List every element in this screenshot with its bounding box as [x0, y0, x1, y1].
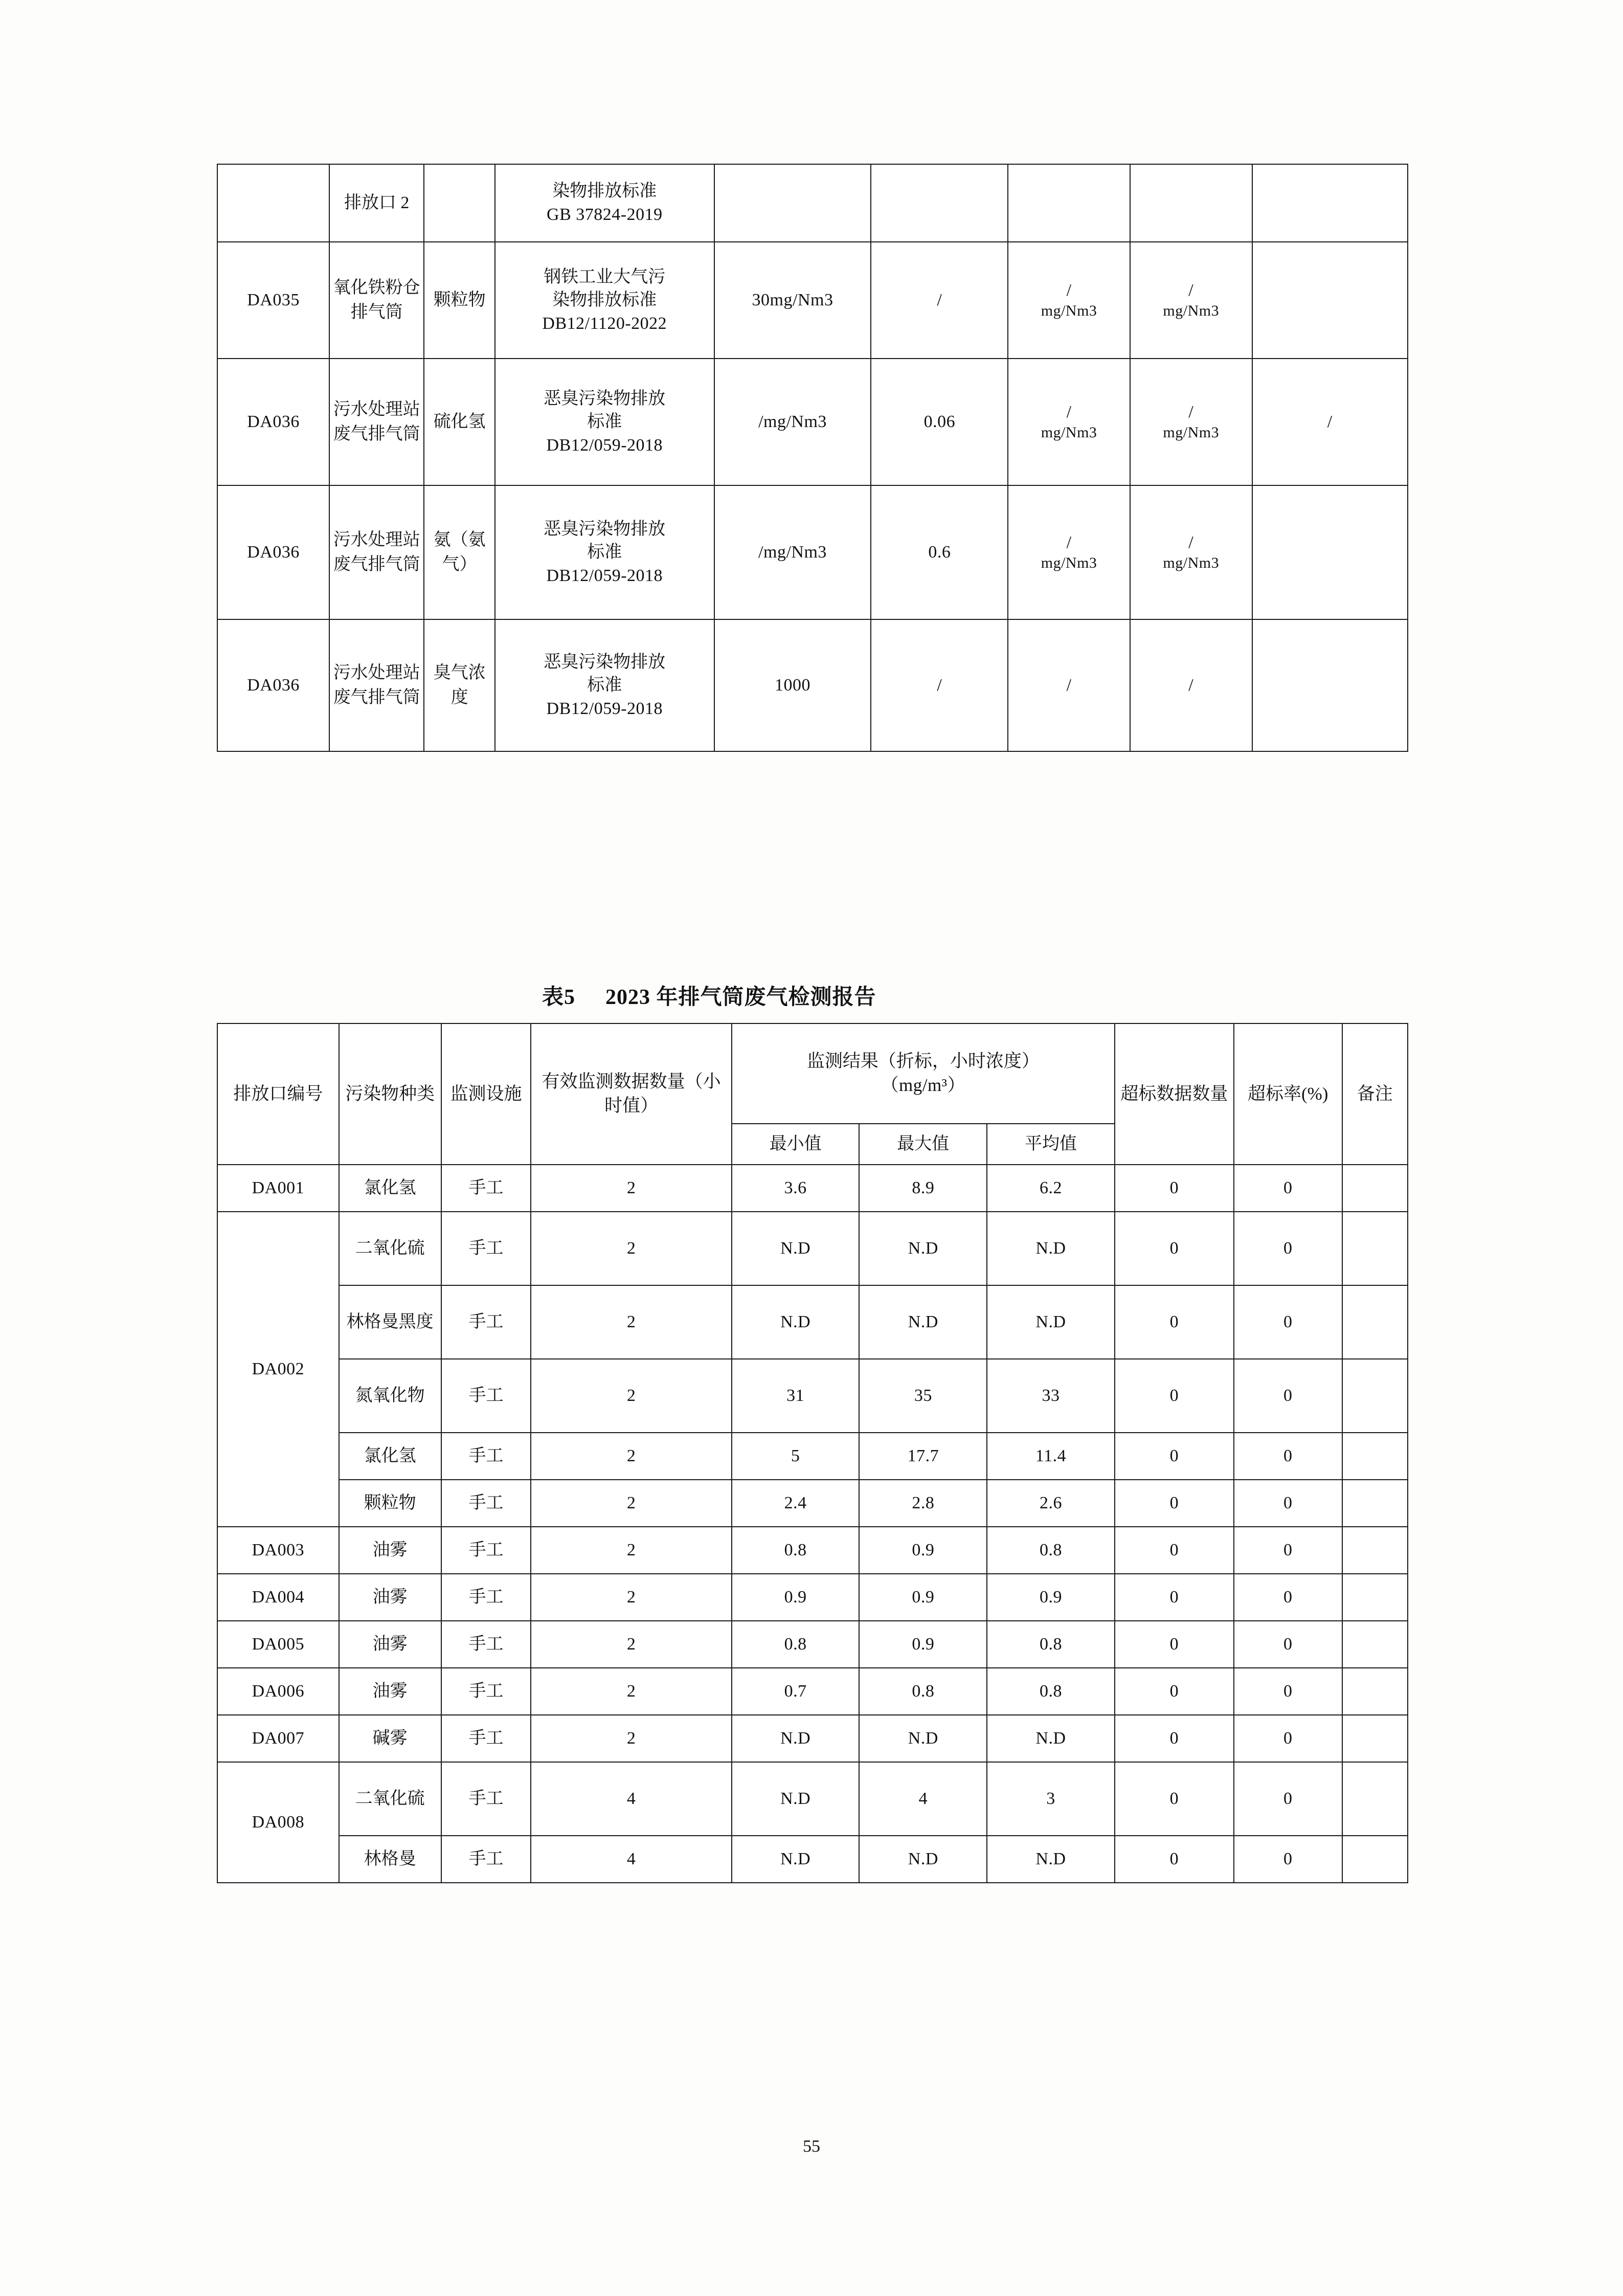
cell-outlet-code: DA036 [217, 485, 329, 619]
cell-outlet-name [329, 242, 424, 359]
cell-note [1342, 1165, 1408, 1212]
cell-avg: N.D [987, 1715, 1115, 1762]
cell-exceed-rate: 0 [1234, 1165, 1342, 1212]
cell-result: 0.06 [871, 359, 1008, 485]
standard-line-1: 染物排放标准 [552, 182, 657, 201]
cell-min: 0.9 [732, 1574, 860, 1621]
table-row [217, 1762, 1408, 1836]
header-pollutant-kind: 污染物种类 [339, 1023, 441, 1165]
table-row [217, 485, 1408, 619]
cell-outlet-name [329, 164, 424, 242]
slash-mark: / [1188, 675, 1194, 695]
cell-avg: 3 [987, 1762, 1115, 1836]
cell-exceed-rate: 0 [1234, 1527, 1342, 1574]
standard-line-2: 染物排放标准 [552, 291, 657, 310]
cell-pollutant [424, 619, 495, 751]
cell-max: 0.9 [859, 1574, 987, 1621]
cell-count: 4 [531, 1762, 731, 1836]
cell-note [1252, 485, 1408, 619]
cell-facility: 手工 [441, 1359, 531, 1433]
cell-pollutant: 氯化氢 [339, 1433, 441, 1480]
cell-avg: 0.9 [987, 1574, 1115, 1621]
header-avg: 平均值 [987, 1124, 1115, 1165]
cell-count: 2 [531, 1433, 731, 1480]
standard-line-1: 恶臭污染物排放 [544, 652, 666, 672]
cell-facility: 手工 [441, 1762, 531, 1836]
table5-caption [542, 980, 876, 1011]
cell-exceed-count: 0 [1115, 1715, 1234, 1762]
table-row [217, 1621, 1408, 1668]
table-row [217, 1480, 1408, 1527]
cell-facility: 手工 [441, 1527, 531, 1574]
header-max: 最大值 [859, 1124, 987, 1165]
cell-note [1342, 1433, 1408, 1480]
cell-facility: 手工 [441, 1433, 531, 1480]
slash-mark: / [1188, 402, 1194, 421]
unit-text: mg/Nm3 [1041, 423, 1097, 441]
cell-outlet-code: DA001 [217, 1165, 339, 1212]
cell-exceed-rate: 0 [1234, 1836, 1342, 1883]
cell-note [1342, 1285, 1408, 1359]
cell-exceed-rate: 0 [1234, 1762, 1342, 1836]
cell-min: 31 [732, 1359, 860, 1433]
cell-max: 0.8 [859, 1668, 987, 1715]
cell-count: 2 [531, 1359, 731, 1433]
cell-exceed-count: 0 [1115, 1621, 1234, 1668]
cell-facility: 手工 [441, 1715, 531, 1762]
outlet-name-text: 污水处理站废气排气筒 [333, 399, 420, 443]
table-row [217, 619, 1408, 751]
cell-standard [495, 485, 714, 619]
cell-note [1342, 1574, 1408, 1621]
cell-exceed-rate: 0 [1234, 1433, 1342, 1480]
header-valid-data-count: 有效监测数据数量（小时值） [531, 1023, 731, 1165]
pollutant-text: 硫化氢 [433, 412, 486, 431]
cell-exceed-rate: 0 [1234, 1668, 1342, 1715]
cell-pollutant: 二氧化硫 [339, 1212, 441, 1285]
cell-note [1252, 619, 1408, 751]
exhaust-monitoring-report-table [217, 1023, 1408, 1883]
cell-exceed-count: 0 [1115, 1527, 1234, 1574]
cell-max: N.D [859, 1285, 987, 1359]
cell-count: 2 [531, 1480, 731, 1527]
cell-avg: 2.6 [987, 1480, 1115, 1527]
cell-max: N.D [859, 1212, 987, 1285]
cell-outlet-name [329, 359, 424, 485]
cell-standard [495, 164, 714, 242]
unit-text: mg/Nm3 [1163, 423, 1220, 441]
cell-outlet-code [217, 164, 329, 242]
cell-pollutant: 油雾 [339, 1621, 441, 1668]
cell-exceed-count: 0 [1115, 1574, 1234, 1621]
cell-pollutant: 油雾 [339, 1668, 441, 1715]
cell-min: N.D [732, 1285, 860, 1359]
standard-line-1: 钢铁工业大气污 [544, 267, 666, 286]
outlet-name-text: 污水处理站废气排气筒 [333, 530, 420, 574]
cell-outlet-code: DA006 [217, 1668, 339, 1715]
table-row [217, 1285, 1408, 1359]
cell-facility: 手工 [441, 1480, 531, 1527]
standard-line-3: DB12/1120-2022 [542, 314, 667, 333]
cell-max: 8.9 [859, 1165, 987, 1212]
cell-limit: 1000 [714, 619, 871, 751]
cell-pollutant: 氯化氢 [339, 1165, 441, 1212]
header-exceed-count: 超标数据数量 [1115, 1023, 1234, 1165]
cell-exceed-rate: 0 [1234, 1480, 1342, 1527]
cell-note [1342, 1359, 1408, 1433]
standard-line-3: DB12/059-2018 [546, 699, 663, 718]
cell-note [1342, 1212, 1408, 1285]
standard-line-1: 恶臭污染物排放 [544, 519, 666, 539]
cell-exceed-count: 0 [1115, 1359, 1234, 1433]
cell-facility: 手工 [441, 1621, 531, 1668]
cell-unit-max [1130, 619, 1252, 751]
cell-exceed-rate: 0 [1234, 1715, 1342, 1762]
cell-avg: 11.4 [987, 1433, 1115, 1480]
cell-max: 35 [859, 1359, 987, 1433]
cell-note [1252, 164, 1408, 242]
outlet-name-text: 氧化铁粉仓排气筒 [333, 278, 420, 322]
cell-unit-min [1008, 242, 1130, 359]
cell-outlet-code: DA008 [217, 1762, 339, 1883]
cell-exceed-count: 0 [1115, 1165, 1234, 1212]
cell-min: 5 [732, 1433, 860, 1480]
cell-standard [495, 619, 714, 751]
cell-result: 0.6 [871, 485, 1008, 619]
cell-note [1342, 1836, 1408, 1883]
cell-outlet-name [329, 619, 424, 751]
cell-avg: 0.8 [987, 1668, 1115, 1715]
cell-exceed-rate: 0 [1234, 1285, 1342, 1359]
cell-pollutant: 碱雾 [339, 1715, 441, 1762]
cell-facility: 手工 [441, 1668, 531, 1715]
cell-unit-max [1130, 242, 1252, 359]
cell-pollutant: 氮氧化物 [339, 1359, 441, 1433]
cell-exceed-rate: 0 [1234, 1212, 1342, 1285]
cell-avg: 0.8 [987, 1621, 1115, 1668]
cell-outlet-code: DA004 [217, 1574, 339, 1621]
cell-min: N.D [732, 1212, 860, 1285]
cell-unit-min [1008, 164, 1130, 242]
standard-line-2: 标准 [587, 543, 622, 562]
cell-pollutant [424, 164, 495, 242]
cell-note [1342, 1621, 1408, 1668]
table-row [217, 1574, 1408, 1621]
cell-limit: 30mg/Nm3 [714, 242, 871, 359]
header-result-group: 监测结果（折标，小时浓度） （mg/m³） [732, 1023, 1115, 1124]
cell-exceed-rate: 0 [1234, 1574, 1342, 1621]
table-row [217, 1527, 1408, 1574]
cell-exceed-count: 0 [1115, 1285, 1234, 1359]
header-outlet-code: 排放口编号 [217, 1023, 339, 1165]
cell-unit-max [1130, 485, 1252, 619]
cell-min: N.D [732, 1762, 860, 1836]
cell-max: 17.7 [859, 1433, 987, 1480]
cell-min: 3.6 [732, 1165, 860, 1212]
cell-pollutant [424, 242, 495, 359]
slash-mark: / [1066, 675, 1072, 695]
header-monitor-facility: 监测设施 [441, 1023, 531, 1165]
header-min: 最小值 [732, 1124, 860, 1165]
cell-outlet-code: DA035 [217, 242, 329, 359]
cell-result: / [871, 619, 1008, 751]
unit-text: mg/Nm3 [1041, 302, 1097, 319]
cell-note [1342, 1715, 1408, 1762]
pollutant-text: 臭气浓度 [433, 663, 486, 707]
cell-unit-max [1130, 164, 1252, 242]
cell-unit-max [1130, 359, 1252, 485]
cell-result [871, 164, 1008, 242]
cell-unit-min [1008, 619, 1130, 751]
cell-exceed-count: 0 [1115, 1762, 1234, 1836]
outlet-name-text: 污水处理站废气排气筒 [333, 663, 420, 707]
cell-facility: 手工 [441, 1836, 531, 1883]
cell-avg: N.D [987, 1836, 1115, 1883]
cell-outlet-code: DA036 [217, 359, 329, 485]
cell-min: 2.4 [732, 1480, 860, 1527]
cell-count: 2 [531, 1668, 731, 1715]
slash-mark: / [1066, 280, 1072, 300]
cell-count: 2 [531, 1621, 731, 1668]
cell-max: 4 [859, 1762, 987, 1836]
standard-line-2: 标准 [587, 676, 622, 695]
cell-exceed-count: 0 [1115, 1433, 1234, 1480]
table-row [217, 242, 1408, 359]
cell-max: 0.9 [859, 1621, 987, 1668]
cell-count: 2 [531, 1212, 731, 1285]
cell-pollutant: 林格曼 [339, 1836, 441, 1883]
standard-line-3: DB12/059-2018 [546, 566, 663, 585]
table-row [217, 359, 1408, 485]
cell-max: 0.9 [859, 1527, 987, 1574]
cell-pollutant: 颗粒物 [339, 1480, 441, 1527]
cell-max: N.D [859, 1715, 987, 1762]
cell-facility: 手工 [441, 1212, 531, 1285]
cell-max: 2.8 [859, 1480, 987, 1527]
slash-mark: / [1066, 402, 1072, 421]
cell-exceed-count: 0 [1115, 1668, 1234, 1715]
cell-exceed-rate: 0 [1234, 1359, 1342, 1433]
cell-pollutant: 油雾 [339, 1527, 441, 1574]
cell-facility: 手工 [441, 1574, 531, 1621]
outlet-name-text: 排放口 2 [344, 193, 410, 212]
emission-standard-table [217, 164, 1408, 752]
cell-count: 2 [531, 1527, 731, 1574]
cell-pollutant [424, 485, 495, 619]
table5-caption-title: 2023 年排气筒废气检测报告 [605, 986, 876, 1009]
unit-text: mg/Nm3 [1041, 554, 1097, 571]
cell-facility: 手工 [441, 1165, 531, 1212]
standard-line-1: 恶臭污染物排放 [544, 389, 666, 408]
standard-line-3: DB12/059-2018 [546, 435, 663, 455]
pollutant-text: 氨（氨气） [433, 530, 486, 574]
table-row [217, 1668, 1408, 1715]
cell-exceed-count: 0 [1115, 1480, 1234, 1527]
cell-avg: 33 [987, 1359, 1115, 1433]
cell-note [1252, 242, 1408, 359]
cell-min: 0.7 [732, 1668, 860, 1715]
table-row [217, 1836, 1408, 1883]
cell-min: 0.8 [732, 1527, 860, 1574]
table5-caption-label: 表5 [542, 986, 576, 1009]
slash-mark: / [1188, 532, 1194, 552]
cell-max: N.D [859, 1836, 987, 1883]
cell-note [1342, 1527, 1408, 1574]
table-row [217, 1212, 1408, 1285]
cell-outlet-name [329, 485, 424, 619]
cell-note [1342, 1480, 1408, 1527]
cell-note [1342, 1762, 1408, 1836]
cell-avg: 0.8 [987, 1527, 1115, 1574]
cell-avg: N.D [987, 1212, 1115, 1285]
cell-exceed-rate: 0 [1234, 1621, 1342, 1668]
cell-outlet-code: DA007 [217, 1715, 339, 1762]
cell-min: N.D [732, 1836, 860, 1883]
cell-limit: /mg/Nm3 [714, 359, 871, 485]
header-exceed-rate: 超标率(%) [1234, 1023, 1342, 1165]
cell-min: 0.8 [732, 1621, 860, 1668]
cell-pollutant: 林格曼黑度 [339, 1285, 441, 1359]
cell-avg: 6.2 [987, 1165, 1115, 1212]
cell-outlet-code: DA005 [217, 1621, 339, 1668]
cell-limit [714, 164, 871, 242]
table-row [217, 164, 1408, 242]
cell-count: 2 [531, 1285, 731, 1359]
standard-line-2: 标准 [587, 412, 622, 432]
cell-exceed-count: 0 [1115, 1836, 1234, 1883]
cell-exceed-count: 0 [1115, 1212, 1234, 1285]
cell-facility: 手工 [441, 1285, 531, 1359]
table-row [217, 1715, 1408, 1762]
cell-pollutant: 二氧化硫 [339, 1762, 441, 1836]
table-row [217, 1433, 1408, 1480]
header-note: 备注 [1342, 1023, 1408, 1165]
cell-limit: /mg/Nm3 [714, 485, 871, 619]
cell-pollutant [424, 359, 495, 485]
table-row [217, 1359, 1408, 1433]
table-row [217, 1165, 1408, 1212]
cell-count: 2 [531, 1574, 731, 1621]
cell-standard [495, 359, 714, 485]
table-header-row [217, 1023, 1408, 1124]
cell-count: 2 [531, 1165, 731, 1212]
cell-avg: N.D [987, 1285, 1115, 1359]
slash-mark: / [1066, 532, 1072, 552]
pollutant-text: 颗粒物 [433, 290, 486, 309]
standard-line-2: GB 37824-2019 [547, 205, 663, 224]
unit-text: mg/Nm3 [1163, 302, 1220, 319]
unit-text: mg/Nm3 [1163, 554, 1220, 571]
cell-count: 2 [531, 1715, 731, 1762]
slash-mark: / [1188, 280, 1194, 300]
cell-min: N.D [732, 1715, 860, 1762]
cell-outlet-code: DA003 [217, 1527, 339, 1574]
cell-outlet-code: DA036 [217, 619, 329, 751]
cell-note: / [1252, 359, 1408, 485]
cell-outlet-code: DA002 [217, 1212, 339, 1527]
page-number: 55 [803, 2137, 820, 2156]
cell-unit-min [1008, 359, 1130, 485]
cell-pollutant: 油雾 [339, 1574, 441, 1621]
cell-standard [495, 242, 714, 359]
cell-result: / [871, 242, 1008, 359]
cell-unit-min [1008, 485, 1130, 619]
cell-count: 4 [531, 1836, 731, 1883]
cell-note [1342, 1668, 1408, 1715]
